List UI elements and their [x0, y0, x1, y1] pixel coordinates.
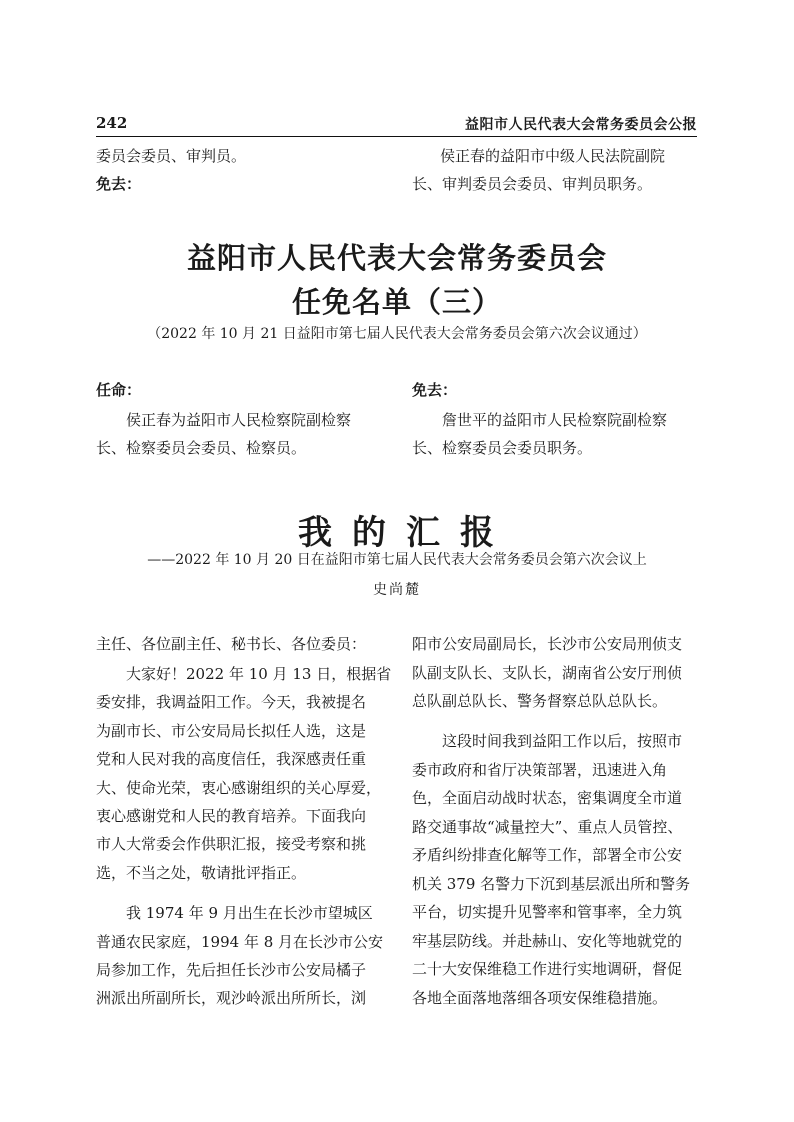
body-left-line: 党和人民对我的高度信任，我深感责任重 [96, 750, 367, 768]
running-header [96, 112, 697, 134]
body-right-line: 各地全面落地落细各项安保维稳措施。 [412, 989, 668, 1007]
page-number: 242 [96, 114, 128, 132]
body-left-line: 委安排，我调益阳工作。今天，我被提名 [96, 693, 367, 711]
remove-label: 免去： [412, 381, 458, 399]
body-right-line: 平台，切实提升见警率和管事率，全力筑 [412, 903, 683, 921]
body-left-line: 主任、各位副主任、秘书长、各位委员： [96, 635, 367, 653]
remove-line: 长、检察委员会委员职务。 [412, 439, 593, 457]
journal-title: 益阳市人民代表大会常务委员会公报 [465, 117, 697, 133]
body-left-line: 大家好！2022 年 10 月 13 日，根据省 [126, 665, 392, 683]
section2-subtitle: ——2022 年 10 月 20 日在益阳市第七届人民代表大会常务委员会第六次会议上 [147, 552, 647, 568]
body-left-line: 为副市长、市公安局局长拟任人选，这是 [96, 722, 367, 740]
section2-title-char: 汇 [406, 513, 440, 553]
body-right-line: 委市政府和省厅决策部署，迅速进入角 [412, 761, 668, 779]
section1-title-line2: 任免名单（三） [291, 285, 502, 319]
section2-title-char: 的 [352, 513, 386, 553]
section2-title-char: 报 [460, 513, 494, 553]
body-left-line: 局参加工作，先后担任长沙市公安局橘子 [96, 961, 367, 979]
body-left-line: 选，不当之处，敬请批评指正。 [96, 864, 307, 882]
body-left-line: 市人大常委会作供职汇报，接受考察和挑 [96, 835, 367, 853]
body-right-line: 机关 379 名警力下沉到基层派出所和警务 [412, 875, 691, 893]
top-remove-label: 免去： [96, 175, 142, 193]
body-left-line: 大、使命光荣，衷心感谢组织的关心厚爱， [96, 779, 382, 797]
body-right-line: 二十大安保维稳工作进行实地调研，督促 [412, 960, 683, 978]
appoint-line: 侯正春为益阳市人民检察院副检察 [126, 411, 352, 429]
top-left-line: 委员会委员、审判员。 [96, 147, 247, 165]
body-left-line: 我 1974 年 9 月出生在长沙市望城区 [126, 904, 373, 922]
remove-line: 詹世平的益阳市人民检察院副检察 [442, 411, 668, 429]
body-right-line: 牢基层防线。并赴赫山、安化等地就党的 [412, 932, 683, 950]
section1-title-line1: 益阳市人民代表大会常务委员会 [186, 241, 607, 275]
body-left-line: 普通农民家庭，1994 年 8 月在长沙市公安 [96, 933, 384, 951]
body-right-line: 矛盾纠纷排查化解等工作，部署全市公安 [412, 846, 683, 864]
section1-subtitle: （2022 年 10 月 21 日益阳市第七届人民代表大会常务委员会第六次会议通过） [147, 326, 647, 342]
body-left-line: 衷心感谢党和人民的教育培养。下面我向 [96, 807, 367, 825]
top-right-line: 侯正春的益阳市中级人民法院副院 [440, 147, 666, 165]
body-right-line: 路交通事故“减量控大”、重点人员管控、 [412, 818, 683, 836]
appoint-line: 长、检察委员会委员、检察员。 [96, 439, 307, 457]
body-right-line: 阳市公安局副局长，长沙市公安局刑侦支 [412, 635, 683, 653]
body-right-line: 这段时间我到益阳工作以后，按照市 [442, 732, 683, 750]
header-rule [96, 136, 697, 137]
body-right-line: 色，全面启动战时状态，密集调度全市道 [412, 789, 683, 807]
section2-title-char: 我 [298, 513, 332, 553]
body-right-line: 总队副总队长、警务督察总队总队长。 [412, 692, 668, 710]
appoint-label: 任命： [96, 381, 142, 399]
top-right-line: 长、审判委员会委员、审判员职务。 [412, 175, 653, 193]
section2-author: 史尚麓 [373, 582, 421, 598]
body-left-line: 洲派出所副所长，观沙岭派出所所长，浏 [96, 989, 367, 1007]
body-right-line: 队副支队长、支队长，湖南省公安厅刑侦 [412, 664, 683, 682]
